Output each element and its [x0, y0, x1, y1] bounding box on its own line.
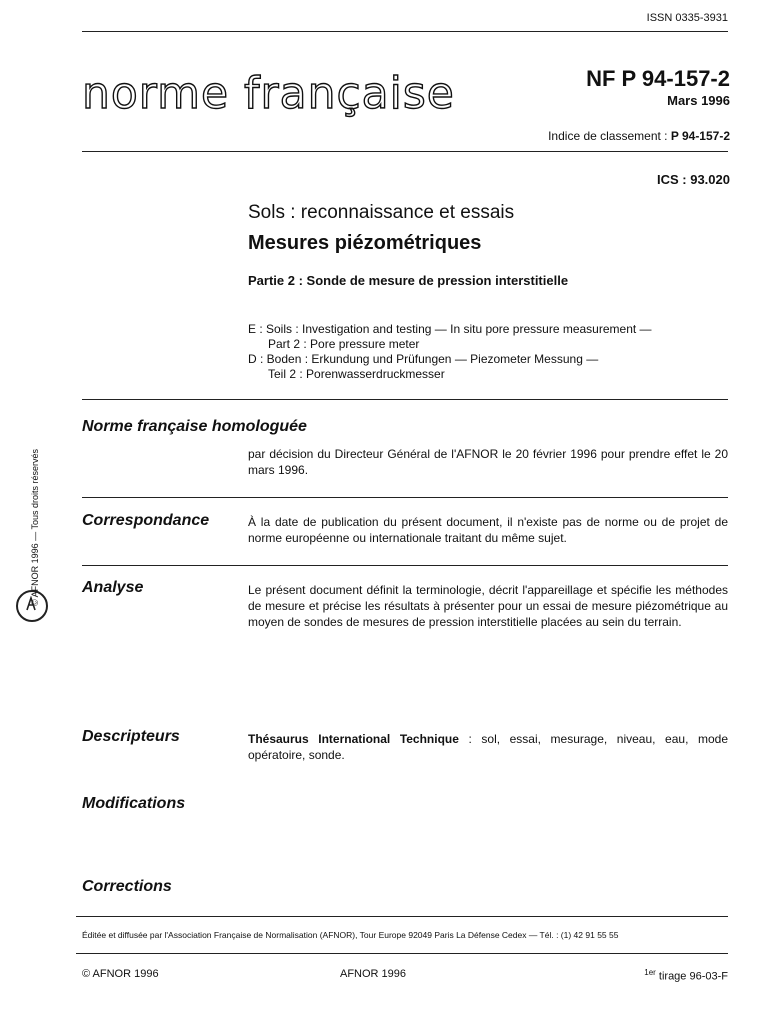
document-title: Mesures piézométriques	[248, 232, 482, 254]
brand-title: norme française	[82, 68, 455, 119]
section-heading-analyse: Analyse	[82, 579, 144, 596]
section-rule	[82, 399, 728, 400]
section-rule	[82, 565, 728, 566]
standard-code: NF P 94-157-2	[586, 66, 730, 91]
section-text-descripteurs	[248, 731, 728, 763]
translation-en-line1: E : Soils : Investigation and testing — In situ pore pressure measurement —	[248, 322, 652, 336]
footer-tirage	[620, 968, 728, 983]
publisher-line: Éditée et diffusée par l'Association Française de Normalisation (AFNOR), Tour Europe 92049 Paris La Défense Cedex — Tél. : (1) 42 91 55 55	[82, 930, 619, 940]
descripteurs-label: Thésaurus International Technique	[248, 732, 459, 746]
afnor-seal-icon	[16, 590, 48, 622]
section-text-analyse: Le présent document définit la terminologie, décrit l'appareillage et spécifie les méthodes de mesure et précise les résultats à présenter pour un essai de mesure piézométrique au moyen de sondes de mesures de pression interstitielle placées au sein du terrain.	[248, 583, 728, 629]
translation-en-line2: Part 2 : Pore pressure meter	[268, 337, 420, 351]
footer-center: AFNOR 1996	[340, 968, 407, 980]
section-heading-modifications: Modifications	[82, 795, 186, 812]
translation-de-line2: Teil 2 : Porenwasserdruckmesser	[268, 367, 445, 381]
section-rule	[82, 497, 728, 498]
footer-rule-bottom	[76, 953, 728, 954]
indice-label: Indice de classement :	[548, 129, 668, 143]
indice-classement	[420, 129, 730, 143]
descripteurs-keywords: : sol, essai, mesurage, niveau, eau, mode opératoire, sonde.	[248, 732, 728, 762]
section-heading-homologuee: Norme française homologuée	[82, 418, 307, 435]
section-text-correspondance: À la date de publication du présent document, il n'existe pas de norme ou de projet de norme européenne ou internationale traitant du même sujet.	[248, 515, 728, 545]
document-part: Partie 2 : Sonde de mesure de pression interstitielle	[248, 273, 569, 288]
document-subtitle: Sols : reconnaissance et essais	[248, 202, 515, 223]
indice-value: P 94-157-2	[670, 129, 730, 143]
tirage-text: tirage 96-03-F	[655, 970, 728, 983]
section-text-homologuee: par décision du Directeur Général de l'AFNOR le 20 février 1996 pour prendre effet le 20 mars 1996.	[248, 447, 728, 477]
header-rule	[82, 151, 728, 152]
standard-date: Mars 1996	[667, 93, 730, 108]
footer-copyright: © AFNOR 1996	[82, 968, 159, 980]
section-heading-correspondance: Correspondance	[82, 512, 210, 529]
ics-code: ICS : 93.020	[657, 172, 730, 187]
top-rule	[82, 31, 728, 32]
tirage-superscript: 1er	[644, 968, 656, 977]
translation-de-line1: D : Boden : Erkundung und Prüfungen — Piezometer Messung —	[248, 352, 599, 366]
footer-rule	[76, 916, 728, 917]
section-heading-descripteurs: Descripteurs	[82, 728, 180, 745]
issn-number: ISSN 0335-3931	[646, 12, 728, 24]
section-heading-corrections: Corrections	[82, 878, 172, 895]
side-rights-notice: © AFNOR 1996 — Tous droits réservés	[30, 448, 40, 606]
